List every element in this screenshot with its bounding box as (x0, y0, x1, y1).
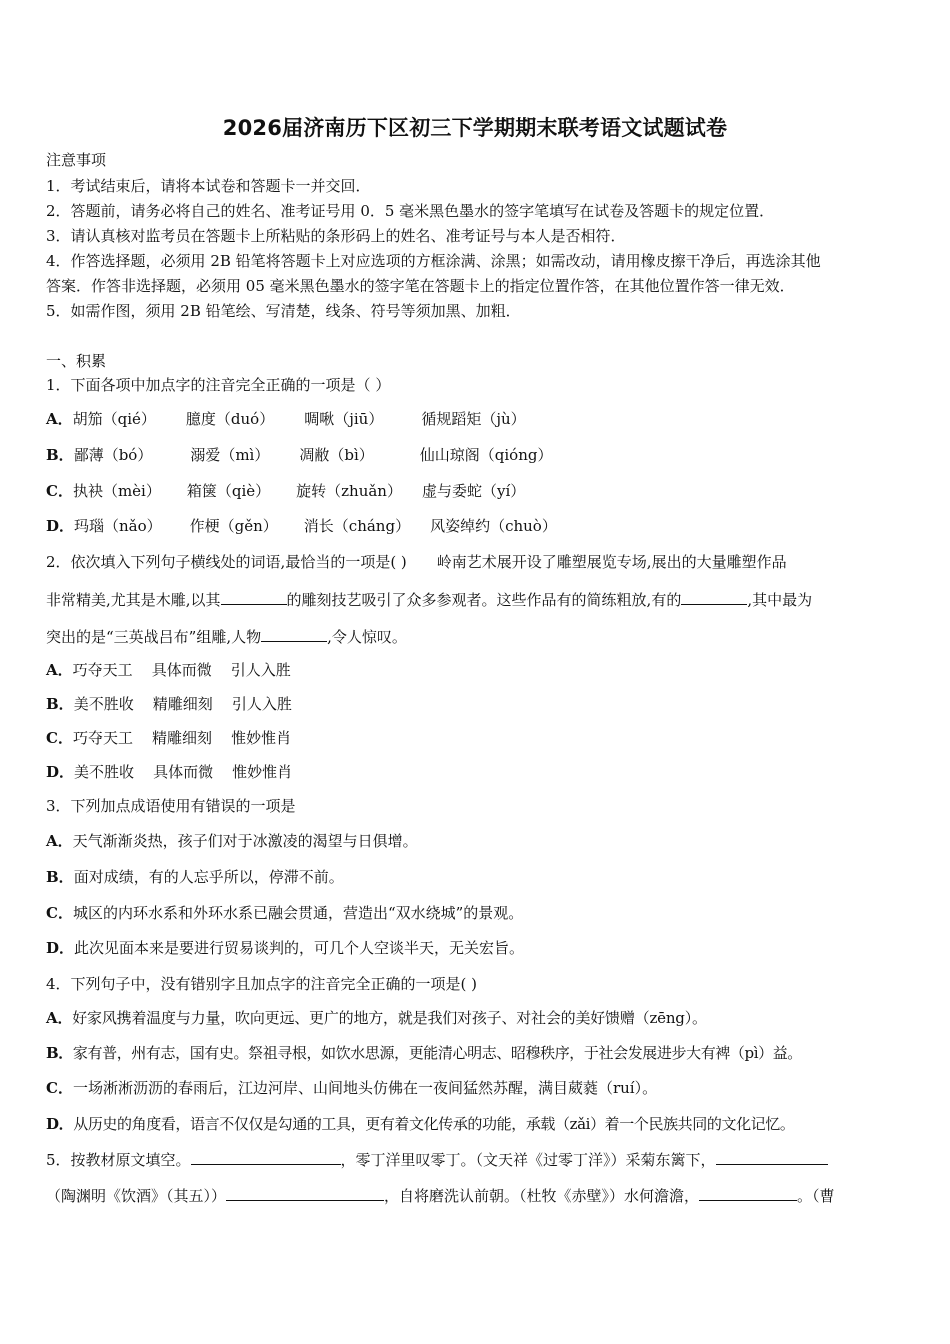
question-3-stem: 3．下列加点成语使用有错误的一项是 (46, 797, 296, 815)
notice-item: 答案．作答非选择题，必须用 05 毫米黑色墨水的签字笔在答题卡上的指定位置作答，在其他位置作答一律无效． (46, 277, 795, 295)
option-label: B． (46, 868, 74, 886)
q1-option-c: C．执袂（mèi） 箱箧（qiè） 旋转（zhuǎn） 虚与委蛇（yí） (46, 482, 526, 500)
notice-item: 4．作答选择题，必须用 2B 铅笔将答题卡上对应选项的方框涂满、涂黑；如需改动，请用橡皮擦干净后，再选涂其他 (46, 252, 821, 270)
option-label: A． (46, 832, 73, 850)
option-label: C． (46, 904, 73, 922)
blank (716, 1150, 828, 1165)
question-2-line: 2．依次填入下列句子横线处的词语,最恰当的一项是( ) 岭南艺术展开设了雕塑展览专场,展出的大量雕塑作品 (46, 553, 787, 571)
option-label: C． (46, 1079, 73, 1097)
q4-option-d: D．从历史的角度看，语言不仅仅是勾通的工具，更有着文化传承的功能，承载（zǎi）着一个民族共同的文化记忆。 (46, 1115, 795, 1133)
blank (221, 590, 287, 605)
q3-option-b: B．面对成绩，有的人忘乎所以，停滞不前。 (46, 868, 344, 886)
blank (261, 627, 327, 642)
blank (226, 1186, 384, 1201)
q2-option-a: A．巧夺天工 具体而微 引人入胜 (46, 661, 291, 679)
option-label: B． (46, 446, 74, 464)
question-5-line: 5．按教材原文填空。 ，零丁洋里叹零丁。（文天祥《过零丁洋》）采菊东篱下， (46, 1150, 828, 1170)
option-label: D． (46, 517, 75, 535)
option-label: B． (46, 695, 74, 713)
notice-item: 1．考试结束后，请将本试卷和答题卡一并交回． (46, 177, 371, 195)
q1-option-b: B．鄙薄（bó） 溺爱（mì） 凋敝（bì） 仙山琼阁（qióng） (46, 446, 553, 464)
q3-option-a: A．天气渐渐炎热，孩子们对于冰激凌的渴望与日俱增。 (46, 832, 418, 850)
option-label: B． (46, 1044, 73, 1062)
option-label: D． (46, 939, 75, 957)
question-4-stem: 4．下列句子中，没有错别字且加点字的注音完全正确的一项是( ) (46, 975, 478, 993)
blank (191, 1150, 341, 1165)
q3-option-c: C．城区的内环水系和外环水系已融会贯通，营造出“双水绕城”的景观。 (46, 904, 524, 922)
question-1-stem: 1．下面各项中加点字的注音完全正确的一项是（ ） (46, 376, 391, 394)
option-label: D． (46, 1115, 74, 1133)
notice-heading: 注意事项 (46, 151, 107, 169)
blank (681, 590, 747, 605)
notice-item: 3．请认真核对监考员在答题卡上所粘贴的条形码上的姓名、准考证号与本人是否相符． (46, 227, 626, 245)
notice-item: 2．答题前，请务必将自己的姓名、准考证号用 0．5 毫米黑色墨水的签字笔填写在试卷及答题卡的规定位置． (46, 202, 775, 220)
option-label: A． (46, 1009, 73, 1027)
q3-option-d: D．此次见面本来是要进行贸易谈判的，可几个人空谈半天，无关宏旨。 (46, 939, 525, 957)
option-label: A． (46, 661, 73, 679)
q2-option-b: B．美不胜收 精雕细刻 引人入胜 (46, 695, 292, 713)
blank (699, 1186, 797, 1201)
question-2-line: 非常精美,尤其是木雕,以其 的雕刻技艺吸引了众多参观者。这些作品有的简练粗放,有的 ,其中最为 (46, 591, 813, 609)
question-5-line: （陶渊明《饮酒》（其五）） ，自将磨洗认前朝。（杜牧《赤壁》）水何澹澹， 。（曹 (46, 1187, 835, 1205)
section-heading: 一、积累 (46, 352, 107, 370)
q4-option-a: A．好家风携着温度与力量，吹向更远、更广的地方，就是我们对孩子、对社会的美好馈赠（zēng）。 (46, 1009, 707, 1027)
q2-option-c: C．巧夺天工 精雕细刻 惟妙惟肖 (46, 729, 292, 747)
q4-option-c: C．一场淅淅沥沥的春雨后，江边河岸、山间地头仿佛在一夜间猛然苏醒，满目葳蕤（ruí）。 (46, 1079, 658, 1097)
question-2-line: 突出的是“三英战吕布”组雕,人物 ,令人惊叹。 (46, 628, 407, 646)
q2-option-d: D．美不胜收 具体而微 惟妙惟肖 (46, 763, 293, 781)
notice-item: 5．如需作图，须用 2B 铅笔绘、写清楚，线条、符号等须加黑、加粗． (46, 302, 521, 320)
option-label: A． (46, 410, 73, 428)
q1-option-a: A．胡笳（qié） 臆度（duó） 啁啾（jiū） 循规蹈矩（jù） (46, 410, 526, 428)
option-label: C． (46, 482, 73, 500)
q1-option-d: D．玛瑙（nǎo） 作梗（gěn） 消长（cháng） 风姿绰约（chuò） (46, 517, 557, 535)
option-label: C． (46, 729, 73, 747)
exam-title: 2026届济南历下区初三下学期期末联考语文试题试卷 (222, 116, 728, 140)
option-label: D． (46, 763, 75, 781)
q4-option-b: B．家有普，州有志，国有史。祭祖寻根，如饮水思源，更能清心明志、昭穆秩序，于社会发展进步大有裨（pì）益。 (46, 1044, 802, 1062)
